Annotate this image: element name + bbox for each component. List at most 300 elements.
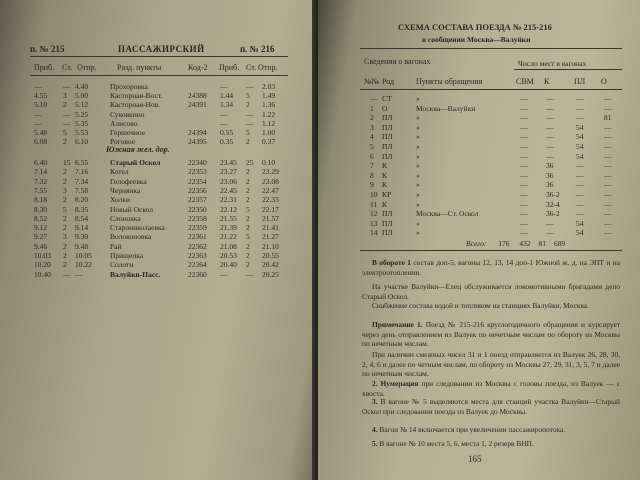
wagon-cell-r: ПЛ <box>382 113 393 123</box>
scheme-subtitle: в сообщении Москва—Валуйки <box>422 35 531 44</box>
wagon-row <box>318 113 640 122</box>
cell-dr: 1.22 <box>262 109 276 119</box>
cell-st: Слоновка <box>110 213 141 223</box>
cell-d: 7.16 <box>75 167 89 177</box>
cell-st: Старониколаевка <box>110 223 165 233</box>
seats-header: Число мест в вагонах <box>518 59 587 68</box>
cell-s: 2 <box>63 195 67 205</box>
cell-ar: — <box>220 269 228 279</box>
wagon-row <box>318 200 640 209</box>
cell-sr: 5 <box>246 204 250 214</box>
note-text: при следовании из Москвы с головы поезда, из Валуек — с хвоста. <box>362 379 621 398</box>
cell-st: Холки <box>110 195 130 205</box>
schedule-row <box>0 223 318 232</box>
wagon-cell-k: — <box>546 228 554 238</box>
cell-s: 2 <box>63 241 67 251</box>
cell-st: Роговое <box>110 137 136 147</box>
cell-s: 2 <box>63 251 67 260</box>
wagon-cell-pl: — <box>576 190 584 199</box>
cell-st: Волоконовка <box>110 232 152 242</box>
wagon-cell-svm: — <box>520 94 528 103</box>
cell-sr: — <box>246 118 254 128</box>
wagon-cell-r: К <box>382 170 388 180</box>
wagon-cell-svm: — <box>520 218 528 228</box>
wagon-cell-n: 8 <box>370 170 374 180</box>
cell-ar: 23.06 <box>220 176 237 186</box>
wagon-cell-n: 9 <box>370 180 374 190</box>
cell-d: 5.35 <box>75 118 89 128</box>
wagon-cell-n: 13 <box>370 218 378 228</box>
header-rule <box>30 56 288 57</box>
cell-a: 10.40 <box>34 269 51 279</box>
col-stop-right: Ст. <box>246 63 257 72</box>
schedule-row <box>0 100 318 109</box>
wagon-cell-n: — <box>370 94 378 103</box>
cell-ar: 21.08 <box>220 241 237 251</box>
cell-sr: 2 <box>246 176 250 186</box>
col-svm: СВМ <box>516 77 534 86</box>
wagon-cell-o: — <box>604 218 612 228</box>
note-paragraph <box>362 350 620 379</box>
wagon-cell-svm: — <box>520 180 528 190</box>
wagon-cell-o: — <box>604 209 612 219</box>
note-text: При наличии смежных чисел 31 и 1 поезд отправляется из Валуек 26, 28, 30, 2, 4, 6 и далее по четным числам, по обороту из Москвы 27, 29, 31, 3, 5, 7 и далее по нечетным числам. <box>362 350 620 379</box>
wagon-cell-p: » <box>416 151 420 161</box>
cell-sr: 2 <box>246 213 250 223</box>
wagon-cell-svm: — <box>520 209 528 219</box>
cell-c: 22350 <box>188 204 207 214</box>
note-lead: 2. Нумерация <box>372 379 419 388</box>
schedule-row <box>0 205 318 214</box>
cell-st: Чернянка <box>110 185 141 195</box>
wagon-cell-k: 36 <box>546 161 554 171</box>
totals-label: Всего: <box>466 239 487 248</box>
cell-dr: 2.03 <box>262 82 276 91</box>
cell-sr: 5 <box>246 232 250 242</box>
cell-c: 24395 <box>188 137 207 147</box>
wagon-row <box>318 132 640 141</box>
cell-dr: 20.25 <box>262 269 279 279</box>
wagon-cell-svm: — <box>520 103 528 113</box>
col-num: №№ <box>364 77 380 86</box>
cell-s: 2 <box>63 167 67 177</box>
wagon-cell-n: 1 <box>370 103 374 113</box>
wagon-cell-pl: — <box>576 170 584 180</box>
wagon-cell-pl: — <box>576 180 584 190</box>
table-top-rule <box>360 48 622 49</box>
right-page <box>318 0 640 480</box>
cell-dr: 21.27 <box>262 232 279 242</box>
note-text: Снабжение состава водой и топливом на станциях Валуйки, Москва. <box>372 301 589 310</box>
cell-dr: 21.10 <box>262 241 279 251</box>
wagon-cell-k: 32-4 <box>546 199 560 209</box>
cell-ar: 0.55 <box>220 128 234 137</box>
wagon-cell-k: 36 <box>546 180 554 190</box>
table-bottom-rule <box>360 250 622 251</box>
note-lead: 4. <box>372 425 378 434</box>
cell-a: 10.20 <box>34 260 51 270</box>
cell-a: 6.40 <box>34 158 48 167</box>
totals-pl: 81 <box>538 239 546 248</box>
cell-s: 5 <box>63 204 67 214</box>
cell-st: Старый Оскол <box>110 158 161 167</box>
cell-st: Касторная-Вост. <box>110 91 163 101</box>
wagon-row <box>318 190 640 199</box>
cell-ar: 1.44 <box>220 91 234 101</box>
cell-sr: 5 <box>246 91 250 101</box>
cell-dr: 20.42 <box>262 260 279 270</box>
cell-s: — <box>63 269 71 279</box>
schedule-row <box>0 119 318 128</box>
cell-dr: 1.12 <box>262 118 276 128</box>
cell-ar: 20.40 <box>220 260 237 270</box>
cell-d: 5.12 <box>75 100 89 110</box>
cell-c: 22364 <box>188 260 207 270</box>
cell-s: 3 <box>63 232 67 242</box>
cell-d: 10.22 <box>75 260 92 270</box>
left-page <box>0 0 318 480</box>
cell-d: 6.10 <box>75 137 89 147</box>
note-text: состав доп-5, вагоны 12, 13, 14 доп-1 Южной ж. д. на ЭПТ и на электроотоплении. <box>362 258 620 277</box>
cell-a: 7.55 <box>34 185 48 195</box>
schedule-row <box>0 232 318 241</box>
wagon-row <box>318 171 640 180</box>
note-text: На участке Валуйки—Елец обслуживается локомотивными бригадами депо Старый Оскол. <box>362 282 620 301</box>
cell-c: 22353 <box>188 167 207 177</box>
col-dep-left: Отпр. <box>77 63 97 72</box>
wagon-cell-r: ПЛ <box>382 142 393 151</box>
cell-a: 9.27 <box>34 232 48 242</box>
wagon-cell-p: » <box>416 180 420 190</box>
cell-c: 22360 <box>188 269 207 279</box>
wagon-cell-svm: — <box>520 142 528 151</box>
cell-sr: 2 <box>246 195 250 205</box>
cell-c: 24394 <box>188 128 207 137</box>
cell-sr: 2 <box>246 137 250 147</box>
wagon-cell-o: — <box>604 142 612 151</box>
wagon-cell-k: — <box>546 94 554 103</box>
wagon-cell-r: ПЛ <box>382 209 393 219</box>
cell-a: 5.48 <box>34 128 48 137</box>
cell-c: 22357 <box>188 195 207 205</box>
wagon-cell-pl: — <box>576 209 584 219</box>
wagon-cell-pl: — <box>576 161 584 171</box>
cell-d: — <box>75 269 83 279</box>
info-header: Сведения о вагонах <box>364 57 431 66</box>
wagon-cell-o: — <box>604 132 612 142</box>
wagon-cell-r: ПЛ <box>382 151 393 161</box>
wagon-row <box>318 94 640 103</box>
schedule-row <box>0 242 318 251</box>
totals-row <box>466 239 565 248</box>
col-pl: ПЛ <box>574 77 586 86</box>
wagon-cell-p: » <box>416 161 420 171</box>
cell-c: 24391 <box>188 100 207 110</box>
col-o: О <box>601 77 607 86</box>
wagon-cell-k: — <box>546 151 554 161</box>
wagon-row <box>318 123 640 132</box>
wagon-cell-svm: — <box>520 161 528 171</box>
schedule-row <box>0 260 318 269</box>
wagon-cell-p: » <box>416 199 420 209</box>
wagon-cell-r: К <box>382 161 388 171</box>
cell-st: Валуйки-Пасс. <box>110 269 161 279</box>
section-title: Южная жел. дор. <box>106 145 170 154</box>
wagon-cell-r: О <box>382 103 388 113</box>
page-number: 165 <box>468 454 482 464</box>
wagon-cell-o: — <box>604 190 612 199</box>
cell-st: Рай <box>110 241 122 251</box>
wagon-cell-svm: — <box>520 132 528 142</box>
wagon-cell-p: » <box>416 170 420 180</box>
cell-ar: 22.12 <box>220 204 237 214</box>
cell-d: 9.48 <box>75 241 89 251</box>
cell-ar: — <box>220 109 228 119</box>
cell-ar: 20.53 <box>220 251 237 260</box>
wagon-cell-pl: — <box>576 94 584 103</box>
cell-st: Новый Оскол <box>110 204 154 214</box>
cell-s: 2 <box>63 213 67 223</box>
wagon-cell-svm: — <box>520 170 528 180</box>
wagon-cell-r: СТ <box>382 94 392 103</box>
cell-dr: 21.57 <box>262 213 279 223</box>
wagon-row <box>318 161 640 170</box>
cell-dr: 20.55 <box>262 251 279 260</box>
wagon-cell-r: ПЛ <box>382 122 393 132</box>
cell-s: — <box>63 82 71 91</box>
cell-dr: 1.49 <box>262 91 276 101</box>
wagon-cell-p: Москва—Ст. Оскол <box>416 209 479 219</box>
cell-d: 9.14 <box>75 223 89 233</box>
wagon-cell-svm: — <box>520 151 528 161</box>
schedule-row <box>0 91 318 100</box>
wagon-cell-n: 3 <box>370 122 374 132</box>
cell-ar: — <box>220 118 228 128</box>
wagon-cell-pl: 54 <box>576 218 584 228</box>
col-code: Код-2 <box>188 63 208 72</box>
note-paragraph <box>362 397 620 416</box>
cell-s: 3 <box>63 185 67 195</box>
wagon-cell-o: — <box>604 151 612 161</box>
wagon-row <box>318 209 640 218</box>
wagon-cell-n: 10 <box>370 190 378 199</box>
cell-a: 5.10 <box>34 100 48 110</box>
wagon-cell-k: — <box>546 142 554 151</box>
cell-d: 5.25 <box>75 109 89 119</box>
wagon-row <box>318 142 640 151</box>
cell-s: 15 <box>63 158 71 167</box>
cell-s: 5 <box>63 128 67 137</box>
wagon-cell-o: 81 <box>604 113 612 123</box>
cell-s: — <box>63 109 71 119</box>
cell-d: 5.53 <box>75 128 89 137</box>
col-k: К <box>544 77 550 86</box>
note-paragraph <box>362 425 620 435</box>
wagon-cell-k: 36-2 <box>546 190 560 199</box>
wagon-cell-r: К <box>382 180 388 190</box>
wagon-cell-p: » <box>416 190 420 199</box>
note-text: Поезд № 215-216 круглогодичного обращения и курсирует через день отправлением из Валуек по нечетным числам по обороту из Москвы по нечетным числам. <box>362 320 620 349</box>
wagon-cell-r: ПЛ <box>382 132 393 142</box>
cell-a: 7.32 <box>34 176 48 186</box>
wagon-cell-o: — <box>604 103 612 113</box>
cell-ar: 22.45 <box>220 185 237 195</box>
cell-dr: 0.10 <box>262 158 276 167</box>
cell-sr: 5 <box>246 128 250 137</box>
cell-s: 2 <box>63 260 67 270</box>
wagon-cell-k: — <box>546 113 554 123</box>
cell-d: 4.40 <box>75 82 89 91</box>
cell-a: 7.14 <box>34 167 48 177</box>
wagon-cell-pl: 54 <box>576 228 584 238</box>
wagon-cell-svm: — <box>520 122 528 132</box>
cell-c: 22358 <box>188 213 207 223</box>
wagon-cell-n: 4 <box>370 132 374 142</box>
wagon-cell-pl: — <box>576 103 584 113</box>
colhdr-rule <box>30 75 288 76</box>
cell-sr: — <box>246 109 254 119</box>
wagon-cell-p: » <box>416 113 420 123</box>
cell-a: 8.18 <box>34 195 48 205</box>
cell-s: 2 <box>63 137 67 147</box>
cell-sr: — <box>246 269 254 279</box>
cell-a: 9.46 <box>34 241 48 251</box>
note-lead: 3. <box>372 397 378 406</box>
cell-st: Прищепка <box>110 251 144 260</box>
note-lead: 5. <box>372 439 378 448</box>
cell-dr: 22.17 <box>262 204 279 214</box>
note-paragraph <box>362 379 620 398</box>
wagon-cell-k: — <box>546 132 554 142</box>
cell-ar: 21.55 <box>220 213 237 223</box>
cell-c: 22361 <box>188 232 207 242</box>
schedule-row <box>0 195 318 204</box>
wagon-cell-k: — <box>546 122 554 132</box>
wagon-cell-r: К <box>382 199 388 209</box>
wagon-cell-r: ПЛ <box>382 218 393 228</box>
cell-ar: 23.27 <box>220 167 237 177</box>
cell-d: 7.34 <box>75 176 89 186</box>
cell-c: 22363 <box>188 251 207 260</box>
note-paragraph <box>362 282 620 301</box>
cell-sr: 2 <box>246 251 250 260</box>
wagon-cell-r: КР <box>382 190 392 199</box>
cell-st: Горшечное <box>110 128 146 137</box>
wagon-cell-pl: 54 <box>576 142 584 151</box>
cell-dr: 22.33 <box>262 195 279 205</box>
note-lead: В обороте 1 <box>372 258 411 267</box>
note-paragraph <box>362 301 620 311</box>
cell-sr: 25 <box>246 158 254 167</box>
wagon-cell-o: — <box>604 122 612 132</box>
col-dep-right: Отпр. <box>258 63 278 72</box>
schedule-row <box>0 110 318 119</box>
cell-dr: 22.47 <box>262 185 279 195</box>
cell-d: 8.35 <box>75 204 89 214</box>
cell-ar: — <box>220 82 228 91</box>
cell-s: 3 <box>63 91 67 101</box>
wagon-cell-pl: — <box>576 199 584 209</box>
wagon-cell-p: » <box>416 122 420 132</box>
schedule-row <box>0 251 318 260</box>
cell-sr: 2 <box>246 100 250 110</box>
cell-s: 2 <box>63 100 67 110</box>
totals-o: 689 <box>553 239 566 248</box>
col-arr-right: Приб. <box>219 63 240 72</box>
cell-a: 6.08 <box>34 137 48 147</box>
col-points: Пункты обращения <box>416 77 483 86</box>
wagon-cell-n: 6 <box>370 151 374 161</box>
wagon-cell-k: 36 <box>546 170 554 180</box>
wagon-cell-o: — <box>604 180 612 190</box>
wagon-cell-svm: — <box>520 228 528 238</box>
wagon-cell-n: 14 <box>370 228 378 238</box>
col-arr-left: Приб. <box>34 63 55 72</box>
seats-rule <box>514 69 622 70</box>
wagon-cell-n: 2 <box>370 113 374 123</box>
wagon-row <box>318 228 640 237</box>
wagon-cell-svm: — <box>520 113 528 123</box>
cell-c: 22362 <box>188 241 207 251</box>
cell-a: 9.12 <box>34 223 48 233</box>
cell-st: Прохоровка <box>110 82 148 91</box>
totals-svm: 176 <box>498 239 510 248</box>
cell-sr: 2 <box>246 167 250 177</box>
wagon-cell-n: 12 <box>370 209 378 219</box>
wagon-cell-p: » <box>416 94 420 103</box>
cell-st: Суковкино <box>110 109 145 119</box>
wagon-cell-svm: — <box>520 190 528 199</box>
note-text: Вагон № 14 включается при увеличении пассажиропотока. <box>377 425 566 434</box>
schedule-row <box>0 158 318 167</box>
note-paragraph <box>362 439 620 449</box>
cell-c: 24388 <box>188 91 207 101</box>
col-stop-left: Ст. <box>62 63 73 72</box>
wagon-cell-n: 5 <box>370 142 374 151</box>
schedule-row <box>0 128 318 137</box>
wagon-cell-p: » <box>416 228 420 238</box>
cell-st: Алисово <box>110 118 138 128</box>
cell-a: 10.03 <box>34 251 51 260</box>
cell-ar: 1.34 <box>220 100 234 110</box>
wagon-cell-o: — <box>604 94 612 103</box>
cell-a: — <box>34 118 42 128</box>
cell-dr: 23.29 <box>262 167 279 177</box>
cell-d: 9.30 <box>75 232 89 242</box>
cell-d: 8.54 <box>75 213 89 223</box>
schedule-row <box>0 167 318 176</box>
cell-a: — <box>34 82 42 91</box>
schedule-row <box>0 177 318 186</box>
schedule-row <box>0 270 318 279</box>
wagon-cell-o: — <box>604 170 612 180</box>
cell-st: Голофеевка <box>110 176 147 186</box>
cell-a: — <box>34 109 42 119</box>
wagon-cell-pl: 54 <box>576 132 584 142</box>
wagon-cell-p: Москва—Валуйки <box>416 103 476 113</box>
wagon-cell-p: » <box>416 142 420 151</box>
schedule-row <box>0 82 318 91</box>
train-number-left: п. № 215 <box>30 44 65 54</box>
wagon-cell-pl: 54 <box>576 151 584 161</box>
cell-a: 8.52 <box>34 213 48 223</box>
cell-ar: 23.45 <box>220 158 237 167</box>
wagon-cell-pl: — <box>576 113 584 123</box>
cell-s: — <box>63 118 71 128</box>
note-lead: Примечание 1. <box>372 320 423 329</box>
table-hdr-rule <box>360 89 622 90</box>
cell-d: 10.05 <box>75 251 92 260</box>
